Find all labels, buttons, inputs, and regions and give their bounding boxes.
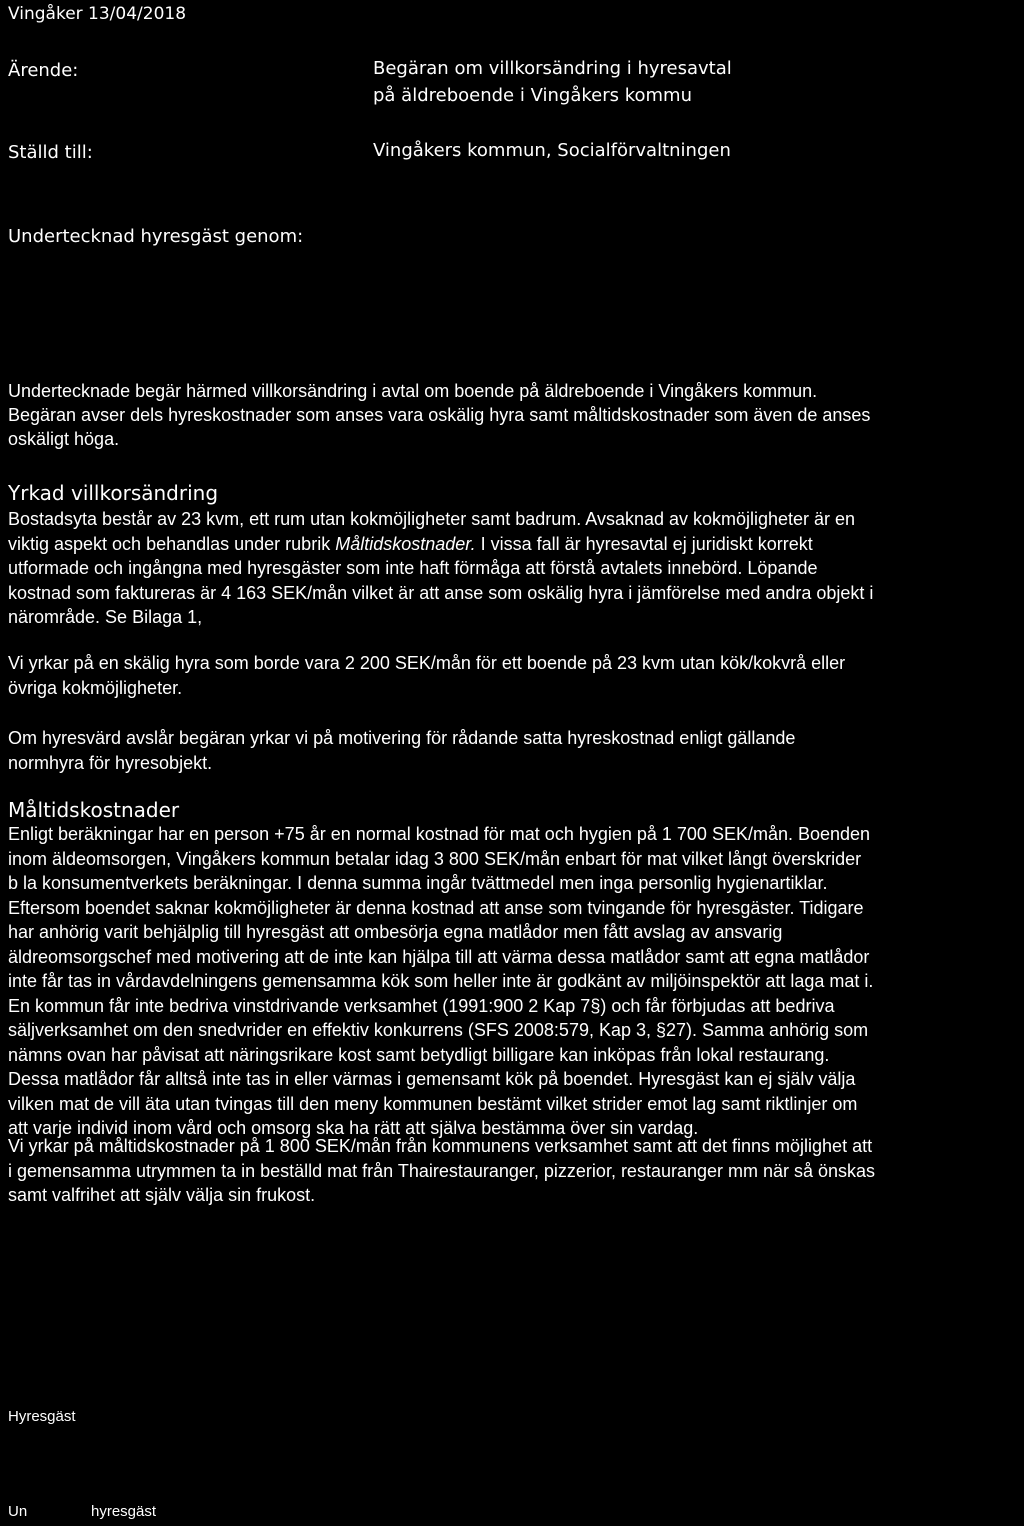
paragraph-line: har anhörig varit behjälplig till hyresgäst att ombesörja egna matlådor men fått avslag av ansvarig [8,922,783,942]
emphasis-text: Måltidskostnader. [335,533,476,554]
yrkad-paragraph-3 [8,726,1024,775]
paragraph-line: Enligt beräkningar har en person +75 år en normal kostnad för mat och hygien på 1 700 SEK/mån. Boenden [8,824,871,844]
paragraph-line: kostnad som faktureras är 4 163 SEK/mån vilket är att anse som oskälig hyra i jämförelse med andra objekt i [8,582,874,603]
arende-label: Ärende: [8,60,79,81]
intro-line: oskäligt höga. [8,429,120,449]
paragraph-line: Om hyresvärd avslår begäran yrkar vi på motivering för rådande satta hyreskostnad enligt gällande [8,728,796,748]
paragraph-line: nämns ovan har påvisat att näringsrikare kost samt betydligt billigare kan inköpas från lokal restaurang. [8,1044,830,1065]
paragraph-line: inom äldeomsorgen, Vingåkers kommun betalar idag 3 800 SEK/mån enbart för mat vilket långt överskrider [8,848,862,869]
arende-value-line-1: Begäran om villkorsändring i hyresavtal [373,58,732,79]
intro-line: Undertecknade begär härmed villkorsändring i avtal om boende på äldreboende i Vingåkers kommun. [8,381,818,401]
paragraph-line: att varje individ inom vård och omsorg ska ha rätt att själva bestämma över sin vardag. [8,1118,699,1138]
paragraph-line: b la konsumentverkets beräkningar. I denna summa ingår tvättmedel men inga personlig hygienartiklar. [8,873,828,893]
paragraph-line: Dessa matlådor får alltså inte tas in eller värmas i gemensamt kök på boendet. Hyresgäst kan ej själv välja [8,1069,856,1089]
undertecknad-label: Undertecknad hyresgäst genom: [8,226,304,247]
paragraph-line: normhyra för hyresobjekt. [8,752,213,773]
section-heading-maltid: Måltidskostnader [8,798,180,822]
paragraph-line: äldreomsorgschef med motivering att de inte kan hjälpa till att värma dessa matlådor samt att egna matlådor [8,946,870,967]
paragraph-line: Bostadsyta består av 23 kvm, ett rum utan kokmöjligheter samt badrum. Avsaknad av kokmöjligheter är en [8,509,856,529]
paragraph-line [8,532,1024,557]
paragraph-line: Eftersom boendet saknar kokmöjligheter är denna kostnad att anse som tvingande för hyresgäster. Tidigare [8,897,864,918]
stalld-label: Ställd till: [8,142,93,163]
intro-line: Begäran avser dels hyreskostnader som anses vara oskälig hyra samt måltidskostnader som även de anses [8,405,871,425]
paragraph-line: vilken mat de vill äta utan tvingas till den meny kommunen bestämt vilket strider emot lag samt riktlinjer om [8,1093,858,1114]
paragraph-line: Vi yrkar på en skälig hyra som borde vara 2 200 SEK/mån för ett boende på 23 kvm utan kök/kokvrå eller [8,653,846,673]
paragraph-line: övriga kokmöjligheter. [8,677,183,698]
paragraph-line: samt valfrihet att själv välja sin frukost. [8,1185,316,1205]
place-date: Vingåker 13/04/2018 [8,4,187,24]
paragraph-line: En kommun får inte bedriva vinstdrivande verksamhet (1991:900 2 Kap 7§) och får förbjudas att bedriva [8,995,835,1016]
paragraph-line: säljverksamhet om den snedvrider en effektiv konkurrens (SFS 2008:579, Kap 3, §27). Samma anhörig som [8,1020,869,1040]
arende-value-line-2: på äldreboende i Vingåkers kommu [373,85,692,106]
yrkad-paragraph-2 [8,651,1024,700]
maltid-paragraph-2 [8,1134,1024,1208]
intro-paragraph [8,379,1024,451]
section-heading-yrkad: Yrkad villkorsändring [8,481,219,505]
signature-un-label: Un [8,1503,28,1520]
paragraph-line: Vi yrkar på måltidskostnader på 1 800 SEK/mån från kommunens verksamhet samt att det finns möjlighet att [8,1136,873,1156]
paragraph-line: utformade och ingångna med hyresgäster som inte haft förmåga att förstå avtalets innebörd. Löpande [8,558,818,578]
paragraph-text: I vissa fall är hyresavtal ej juridiskt korrekt [475,533,813,554]
paragraph-line: i gemensamma utrymmen ta in beställd mat från Thairestauranger, pizzerior, restauranger mm när så önskas [8,1160,876,1181]
maltid-paragraph-1 [8,822,1024,1141]
signature-hyresgast-label: Hyresgäst [8,1408,76,1425]
paragraph-line: inte får tas in vårdavdelningens gemensamma kök som heller inte är godkänt av miljöinspektör att laga mat i. [8,971,874,991]
yrkad-paragraph-1 [8,507,1024,630]
signature-hyresgast-label-2: hyresgäst [91,1503,157,1520]
paragraph-text: viktig aspekt och behandlas under rubrik [8,533,336,554]
stalld-value: Vingåkers kommun, Socialförvaltningen [373,140,731,161]
paragraph-line: närområde. Se Bilaga 1, [8,607,203,627]
